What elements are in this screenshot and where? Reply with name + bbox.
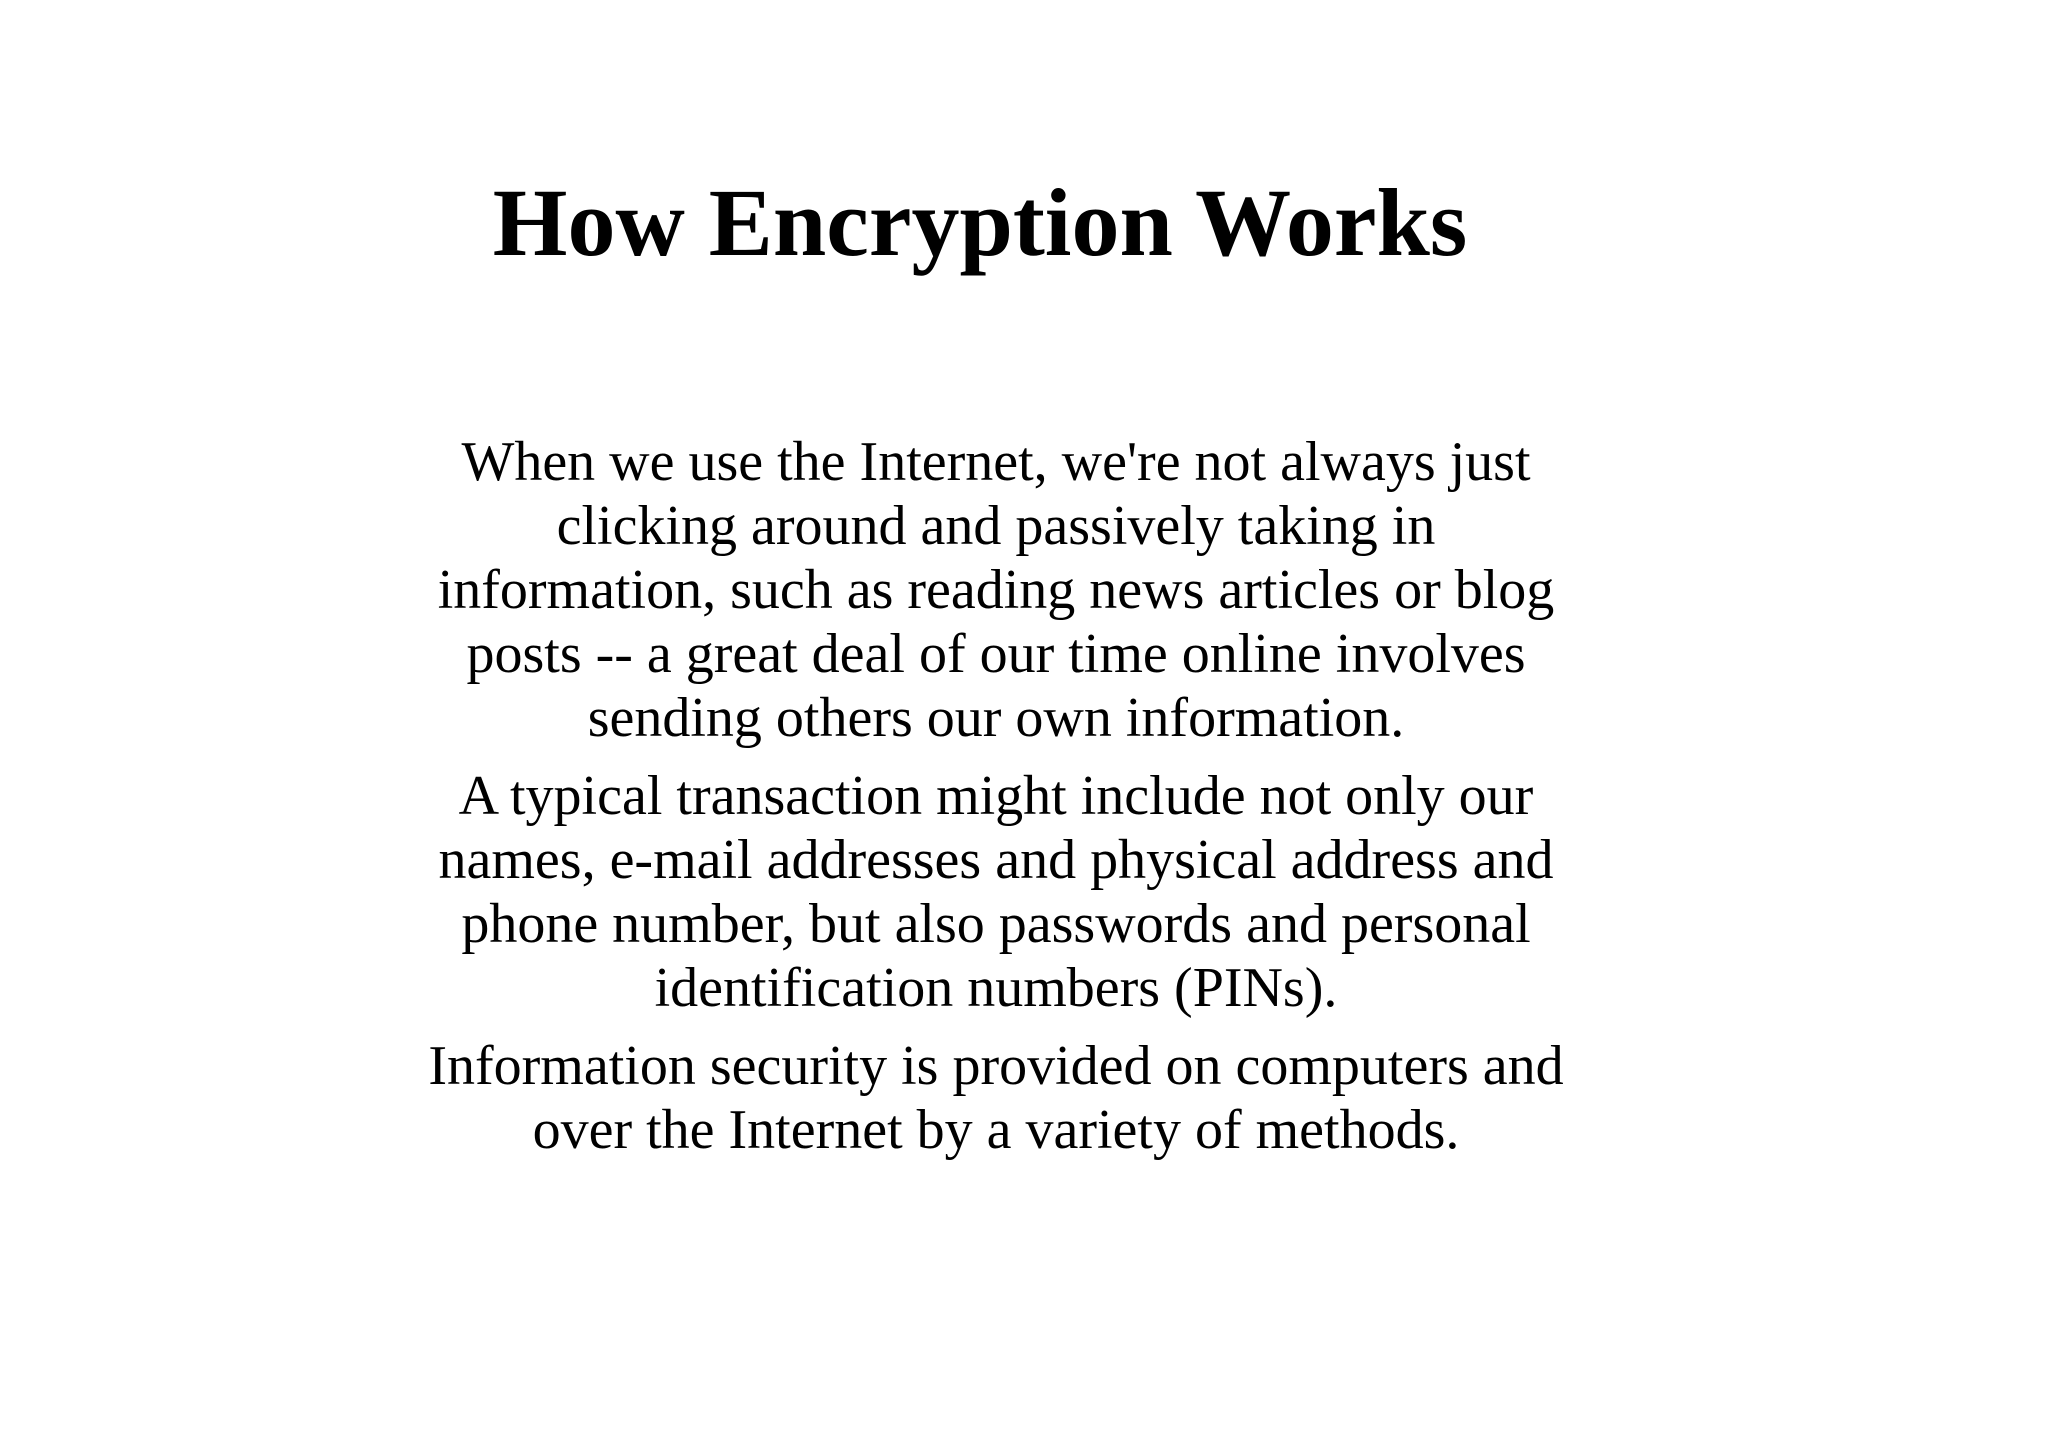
- slide-title: How Encryption Works: [492, 169, 1468, 276]
- paragraph-1: [376, 430, 1616, 750]
- paragraph-line: sending others our own information.: [587, 687, 1405, 749]
- paragraph-line: identification numbers (PINs).: [654, 957, 1338, 1019]
- paragraph-line: When we use the Internet, we're not always just: [461, 431, 1531, 493]
- paragraph-line: phone number, but also passwords and personal: [461, 893, 1531, 955]
- paragraph-line: Information security is provided on computers and: [428, 1035, 1564, 1097]
- paragraph-line: A typical transaction might include not only our: [458, 765, 1534, 827]
- paragraph-line: posts -- a great deal of our time online involves: [466, 623, 1526, 685]
- paragraph-3: [376, 1034, 1616, 1162]
- paragraph-line: clicking around and passively taking in: [556, 495, 1436, 557]
- paragraph-2: [376, 764, 1616, 1020]
- paragraph-line: over the Internet by a variety of methods.: [532, 1099, 1460, 1161]
- paragraph-line: information, such as reading news articles or blog: [437, 559, 1555, 621]
- slide-body: [376, 430, 1616, 1176]
- paragraph-line: names, e-mail addresses and physical address and: [438, 829, 1554, 891]
